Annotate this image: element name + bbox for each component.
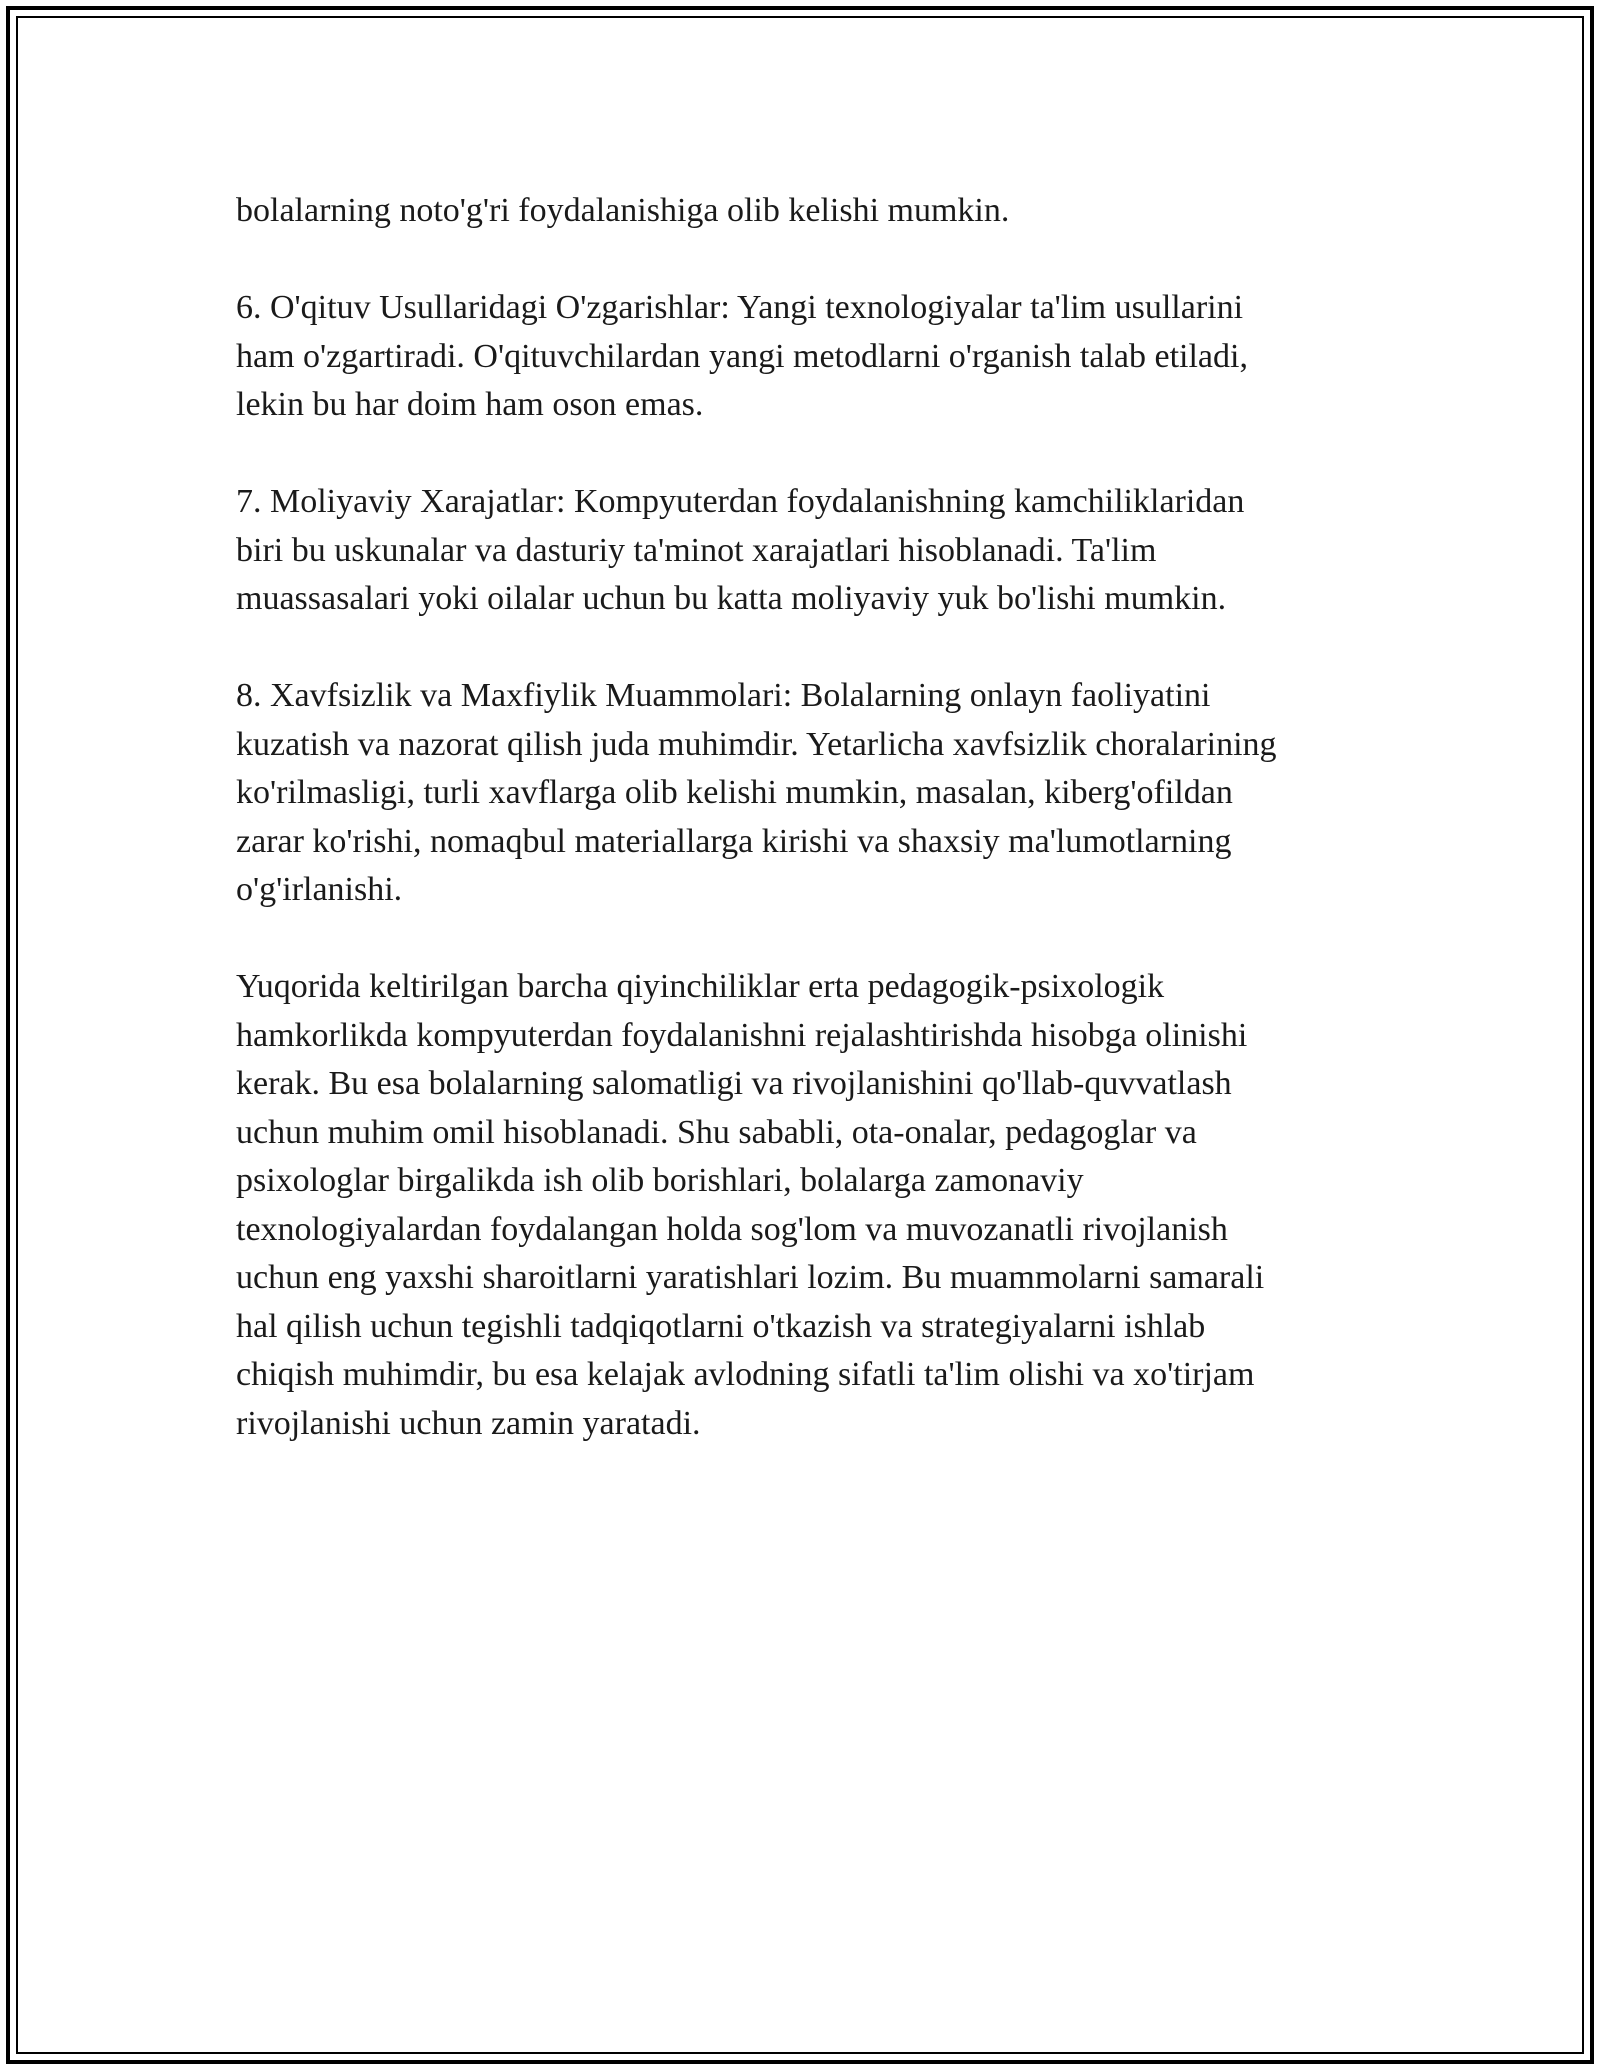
paragraph-conclusion: Yuqorida keltirilgan barcha qiyinchiliklar erta pedagogik-psixologik hamkorlikda kompyuterdan foydalanishni rejalashtirishda hisobga olinishi kerak. Bu esa bolalarning salomatligi va rivojlanishini qo'llab-quvvatlash uchun muhim omil hisoblanadi. Shu sababli, ota-onalar, pedagoglar va psixologlar birgalikda ish olib borishlari, bolalarga zamonaviy texnologiyalardan foydalangan holda sog'lom va muvozanatli rivojlanish uchun eng yaxshi sharoitlarni yaratishlari lozim. Bu muammolarni samarali hal qilish uchun tegishli tadqiqotlarni o'tkazish va strategiyalarni ishlab chiqish muhimdir, bu esa kelajak avlodning sifatli ta'lim olishi va xo'tirjam rivojlanishi uchun zamin yaratadi. xyxy=(236,968,1265,1442)
document-body xyxy=(236,187,1376,1497)
paragraph-item-8: 8. Xavfsizlik va Maxfiylik Muammolari: Bolalarning onlayn faoliyatini kuzatish va nazorat qilish juda muhimdir. Yetarlicha xavfsizlik choralarining ko'rilmasligi, turli xavflarga olib kelishi mumkin, masalan, kiberg'ofildan zarar ko'rishi, nomaqbul materiallarga kirishi va shaxsiy ma'lumotlarning o'g'irlanishi. xyxy=(236,677,1277,908)
paragraph-item-7: 7. Moliyaviy Xarajatlar: Kompyuterdan foydalanishning kamchiliklaridan biri bu uskunalar va dasturiy ta'minot xarajatlari hisoblanadi. Ta'lim muassasalari yoki oilalar uchun bu katta moliyaviy yuk bo'lishi mumkin. xyxy=(236,483,1245,617)
paragraph-continuation: bolalarning noto'g'ri foydalanishiga olib kelishi mumkin. xyxy=(236,192,1010,229)
paragraph-item-6: 6. O'qituv Usullaridagi O'zgarishlar: Yangi texnologiyalar ta'lim usullarini ham o'zgartiradi. O'qituvchilardan yangi metodlarni o'rganish talab etiladi, lekin bu har doim ham oson emas. xyxy=(236,289,1248,423)
